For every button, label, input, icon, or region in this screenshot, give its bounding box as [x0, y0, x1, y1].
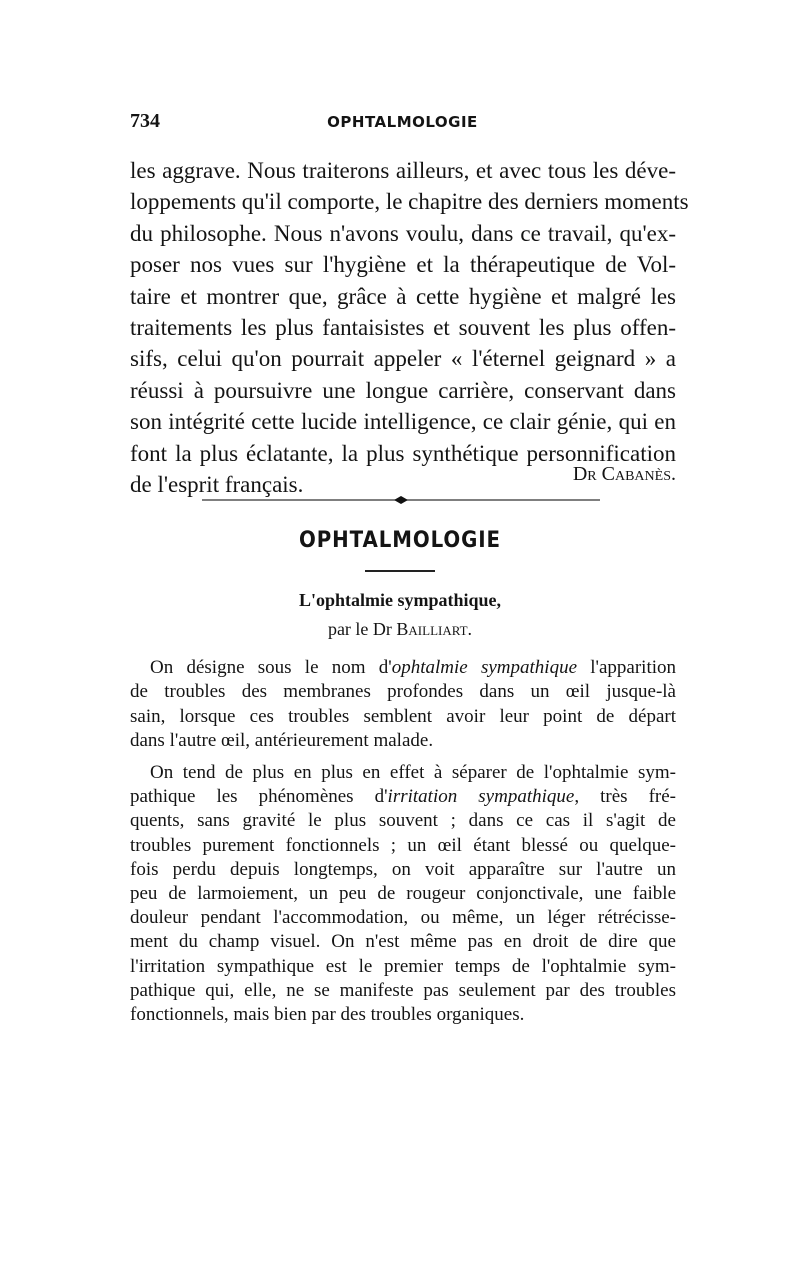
text-line: de troubles des membranes profondes dans un œil jusque-là	[130, 681, 676, 703]
text-run: On désigne sous le nom d'	[150, 657, 392, 678]
title-underline	[365, 570, 435, 572]
text-line	[130, 656, 676, 680]
text-line: troubles purement fonctionnels ; un œil étant blessé ou quelque-	[130, 834, 676, 856]
section-title: OPHTALMOLOGIE	[299, 528, 501, 553]
text-line: pathique qui, elle, ne se manifeste pas seulement par des troubles	[130, 979, 676, 1001]
italic-term: irritation sympathique	[387, 786, 575, 808]
running-title: OPHTALMOLOGIE	[327, 113, 478, 131]
text-run: pathique les phénomènes d'	[130, 786, 388, 808]
italic-term: ophtalmie sympathique	[391, 657, 578, 678]
text-line: du philosophe. Nous n'avons voulu, dans ce travail, qu'ex-	[130, 220, 676, 246]
text-run: l'apparition	[577, 657, 677, 678]
article-paragraph-1	[130, 656, 676, 754]
text-line: sain, lorsque ces troubles semblent avoir leur point de départ	[130, 705, 676, 727]
text-line: l'irritation sympathique est le premier temps de l'ophtalmie sym-	[130, 955, 676, 977]
closing-paragraph	[130, 155, 689, 500]
text-line: font la plus éclatante, la plus synthétique personnification	[130, 440, 676, 466]
text-line: de l'esprit français.	[130, 472, 304, 498]
text-line: poser nos vues sur l'hygiène et la thérapeutique de Vol-	[130, 252, 676, 278]
text-line: quents, sans gravité le plus souvent ; dans ce cas il s'agit de	[130, 810, 676, 832]
article-title: L'ophtalmie sympathique,	[298, 590, 502, 610]
text-line: douleur pendant l'accommodation, ou même, un léger rétrécisse-	[130, 907, 676, 929]
author-prefix: par le Dr	[327, 619, 392, 639]
text-line: peu de larmoiement, un peu de rougeur conjonctivale, une faible	[130, 883, 676, 905]
page-number: 734	[130, 110, 160, 132]
text-run: , très fré-	[574, 786, 676, 808]
author-signature: Dr Cabanès.	[572, 463, 676, 485]
text-line: dans l'autre œil, antérieurement malade.	[130, 730, 434, 752]
author-name: Bailliart.	[396, 619, 473, 639]
text-line: taire et montrer que, grâce à cette hygiène et malgré les	[130, 283, 676, 309]
text-line: fois perdu depuis longtemps, on voit apparaître sur l'autre un	[130, 858, 676, 880]
article-paragraph-2	[130, 761, 676, 1027]
text-line	[130, 785, 676, 809]
text-line: On tend de plus en plus en effet à séparer de l'ophtalmie sym-	[150, 762, 676, 783]
text-line: réussi à poursuivre une longue carrière, conservant dans	[130, 377, 676, 403]
page-header	[130, 110, 675, 140]
text-line: son intégrité cette lucide intelligence, ce clair génie, qui en	[130, 409, 676, 435]
text-line: fonctionnels, mais bien par des troubles organiques.	[130, 1004, 525, 1026]
text-line: sifs, celui qu'on pourrait appeler « l'éternel geignard » a	[130, 346, 676, 372]
article-author	[0, 619, 800, 640]
text-line: ment du champ visuel. On n'est même pas en droit de dire que	[130, 931, 676, 953]
text-line: les aggrave. Nous traiterons ailleurs, et avec tous les déve-	[130, 158, 676, 183]
section-divider	[202, 495, 600, 505]
text-line: loppements qu'il comporte, le chapitre des derniers moments	[130, 189, 689, 215]
text-line: traitements les plus fantaisistes et souvent les plus offen-	[130, 315, 676, 341]
